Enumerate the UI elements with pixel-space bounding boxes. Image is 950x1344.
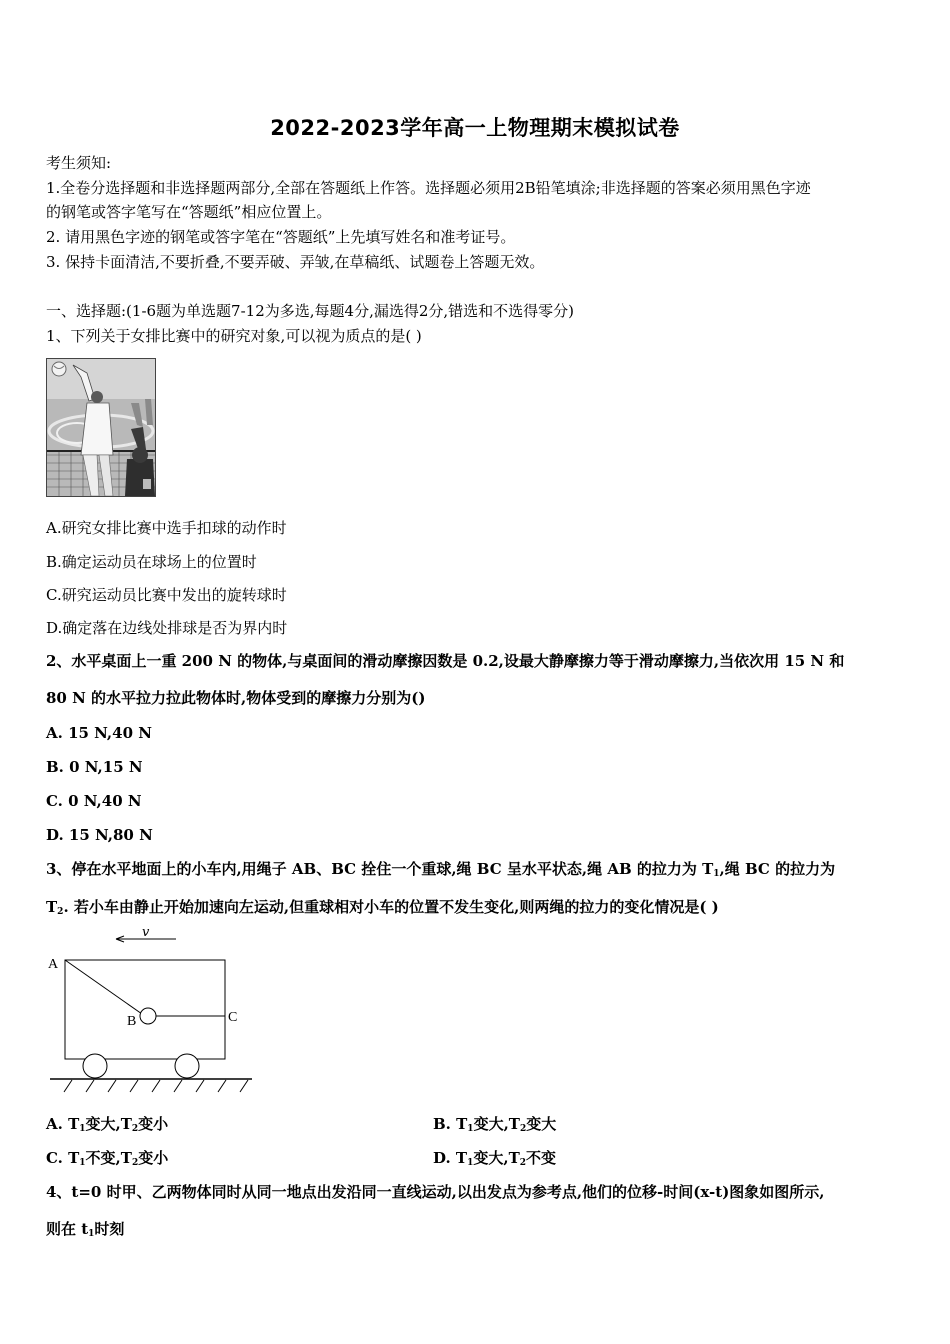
q2-stem-line-1: 2、水平桌面上一重 200 N 的物体,与桌面间的滑动摩擦因数是 0.2,设最大静摩擦力等于滑动摩擦力,当依次用 15 N 和 [46, 652, 845, 670]
q3-stem-end: ,绳 BC 的拉力为 [719, 860, 836, 878]
q1-option-a: A.研究女排比赛中选手扣球的动作时 [46, 519, 287, 537]
label-c: C [228, 1010, 238, 1025]
q3-a-pre: A. T [46, 1115, 80, 1133]
q3-stem-text: 3、停在水平地面上的小车内,用绳子 AB、BC 拴住一个重球,绳 BC 呈水平状态,绳 AB 的拉力为 T [46, 860, 714, 878]
q3-a-post: 变小 [138, 1115, 169, 1133]
section-heading: 一、选择题:(1-6题为单选题7-12为多选,每题4分,漏选得2分,错选和不选得零分) [46, 302, 575, 320]
q1-stem: 1、下列关于女排比赛中的研究对象,可以视为质点的是( ) [46, 327, 422, 345]
cart-diagram [44, 924, 264, 1094]
q3-stem-sub: 1 [713, 869, 720, 879]
label-b: B [127, 1014, 137, 1029]
page-title: 2022-2023学年高一上物理期末模拟试卷 [270, 116, 680, 140]
q3-d-sub1: 1 [467, 1158, 474, 1168]
q2-option-d: D. 15 N,80 N [46, 826, 153, 844]
q2-stem-line-2: 80 N 的水平拉力拉此物体时,物体受到的摩擦力分别为() [46, 689, 426, 707]
q3-a-sub1: 1 [79, 1124, 86, 1134]
q3-option-b [433, 1113, 556, 1135]
q3-b-sub2: 2 [519, 1124, 527, 1134]
ground-hatch [64, 1080, 248, 1092]
notice-item-2: 2. 请用黑色字迹的钢笔或答字笔在“答题纸”上先填写姓名和准考证号。 [46, 228, 516, 246]
q3-option-d [433, 1147, 556, 1169]
q1-option-c: C.研究运动员比赛中发出的旋转球时 [46, 586, 287, 604]
notice-heading: 考生须知: [46, 154, 112, 172]
q2-option-b: B. 0 N,15 N [46, 758, 143, 776]
q2-option-c: C. 0 N,40 N [46, 792, 142, 810]
q3-b-sub1: 1 [467, 1124, 474, 1134]
q1-option-b: B.确定运动员在球场上的位置时 [46, 553, 257, 571]
rope-ab [65, 960, 142, 1014]
wheel-right [175, 1054, 199, 1078]
notice-item-3: 3. 保持卡面清洁,不要折叠,不要弄破、弄皱,在草稿纸、试题卷上答题无效。 [46, 253, 545, 271]
q1-option-d: D.确定落在边线处排球是否为界内时 [46, 619, 288, 637]
q3-b-mid: 变大,T [473, 1115, 520, 1133]
q3-option-c [46, 1147, 168, 1169]
q3-c-post: 变小 [138, 1149, 169, 1167]
q3-stem-line-2 [46, 896, 719, 918]
notice-item-1: 1.全卷分选择题和非选择题两部分,全部在答题纸上作答。选择题必须用2B铅笔填涂;非选择题的答案必须用黑色字迹 [46, 179, 811, 197]
label-a: A [48, 957, 59, 972]
q3-c-mid: 不变,T [85, 1149, 132, 1167]
q4-stem2-post: 时刻 [94, 1220, 125, 1238]
cart-diagram-svg [44, 924, 264, 1094]
q3-a-mid: 变大,T [85, 1115, 132, 1133]
q3-d-mid: 变大,T [473, 1149, 520, 1167]
q3-b-pre: B. T [433, 1115, 468, 1133]
q3-stem2-text: . 若小车由静止开始加速向左运动,但重球相对小车的位置不发生变化,则两绳的拉力的变化情况是( ) [63, 898, 719, 916]
q4-stem2-sub: 1 [88, 1229, 95, 1239]
q3-a-sub2: 2 [131, 1124, 139, 1134]
q3-option-a [46, 1113, 168, 1135]
notice-item-1-cont: 的钢笔或答字笔写在“答题纸”相应位置上。 [46, 203, 332, 221]
q3-d-post: 不变 [526, 1149, 557, 1167]
q3-stem-line-1 [46, 858, 835, 880]
volleyball-image [47, 359, 155, 496]
q3-stem2-t: T [46, 898, 58, 916]
heavy-ball [140, 1008, 156, 1024]
wheel-left [83, 1054, 107, 1078]
velocity-label: v [142, 925, 150, 940]
q4-stem-line-1: 4、t=0 时甲、乙两物体同时从同一地点出发沿同一直线运动,以出发点为参考点,他们的位移-时间(x-t)图象如图所示, [46, 1183, 825, 1201]
q3-c-pre: C. T [46, 1149, 80, 1167]
q3-d-sub2: 2 [519, 1158, 527, 1168]
volleyball-photo [46, 358, 156, 497]
q4-stem-line-2 [46, 1218, 124, 1240]
q3-c-sub1: 1 [79, 1158, 86, 1168]
q4-stem2-pre: 则在 t [46, 1220, 89, 1238]
q3-b-post: 变大 [526, 1115, 557, 1133]
q3-stem2-sub: 2 [57, 907, 64, 917]
q3-c-sub2: 2 [131, 1158, 139, 1168]
q3-d-pre: D. T [433, 1149, 468, 1167]
q2-option-a: A. 15 N,40 N [46, 724, 152, 742]
